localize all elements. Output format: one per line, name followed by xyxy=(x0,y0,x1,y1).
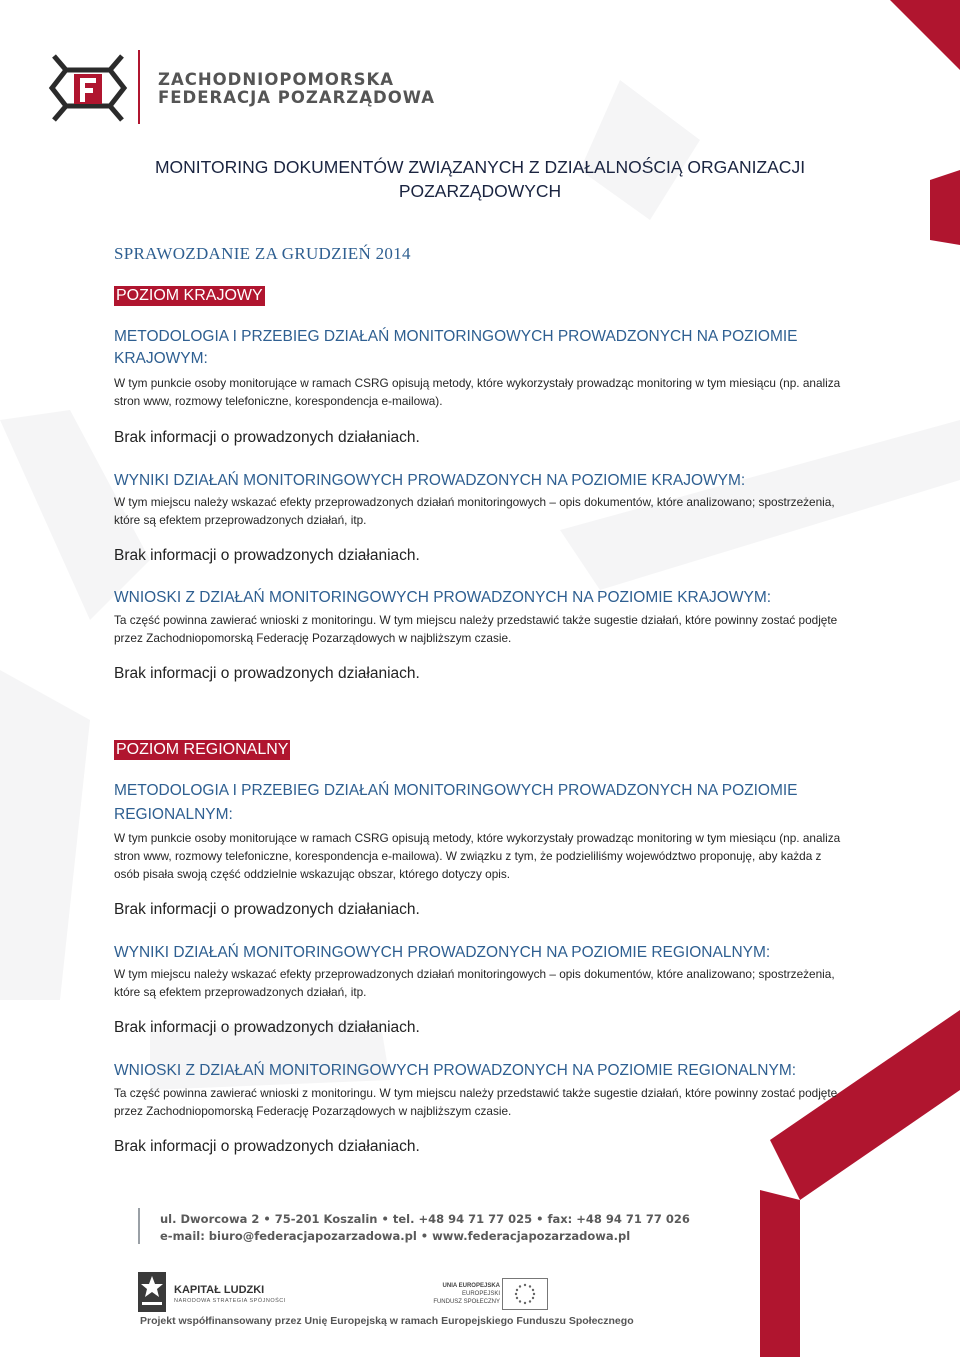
regional-results-info: Brak informacji o prowadzonych działaniach. xyxy=(114,1019,420,1036)
regional-method-heading-l2: REGIONALNYM: xyxy=(114,806,233,823)
eu-fund-label xyxy=(430,1282,500,1306)
national-results-desc-l2: które są efektem przeprowadzonych działań, itp. xyxy=(114,513,367,527)
eu-label-line2: EUROPEJSKI xyxy=(461,1291,500,1297)
national-conclusions-desc-l2: przez Zachodniopomorską Federację Pozarządowych w najbliższym czasie. xyxy=(114,631,512,645)
national-conclusions-info: Brak informacji o prowadzonych działaniach. xyxy=(114,665,420,682)
document-title-line2: POZARZĄDOWYCH xyxy=(398,181,562,201)
footer-address: ul. Dworcowa 2 • 75-201 Koszalin • tel. +48 94 71 77 025 • fax: +48 94 71 77 026 xyxy=(160,1212,690,1226)
project-funding-note: Projekt współfinansowany przez Unię Europejską w ramach Europejskiego Funduszu Społecznego xyxy=(140,1315,634,1327)
regional-method-desc-l1: W tym punkcie osoby monitorujące w ramach CSRG opisują metody, które wykorzystały prowadząc monitoring w tym miesiącu (np. analiza xyxy=(114,831,841,845)
document-title-line1: MONITORING DOKUMENTÓW ZWIĄZANYCH Z DZIAŁALNOŚCIĄ ORGANIZACJI xyxy=(154,157,806,177)
national-method-info: Brak informacji o prowadzonych działaniach. xyxy=(114,429,420,446)
national-conclusions-heading: WNIOSKI Z DZIAŁAŃ MONITORINGOWYCH PROWADZONYCH NA POZIOMIE KRAJOWYM: xyxy=(114,589,772,606)
regional-conclusions-heading: WNIOSKI Z DZIAŁAŃ MONITORINGOWYCH PROWADZONYCH NA POZIOMIE REGIONALNYM: xyxy=(114,1062,797,1079)
kapital-ludzki-subtitle: NARODOWA STRATEGIA SPÓJNOŚCI xyxy=(174,1298,286,1304)
regional-method-desc-l3: osób pisała swoją część oddzielnie wskazując obszar, którego dotyczy opis. xyxy=(114,867,511,881)
logo-divider xyxy=(138,50,140,124)
national-method-heading-l2: KRAJOWYM: xyxy=(114,350,208,367)
regional-method-desc-l2: stron www, rozmowy telefoniczne, korespondencja e-mailowa). W związku z tym, że podzieliliśmy województwo proponuję, aby każda z xyxy=(114,849,822,863)
footer-contact: e-mail: biuro@federacjapozarzadowa.pl • www.federacjapozarzadowa.pl xyxy=(160,1229,631,1243)
org-name-line1: ZACHODNIOPOMORSKA xyxy=(158,70,395,89)
kapital-ludzki-logo-icon xyxy=(138,1272,166,1312)
national-method-heading-l1: METODOLOGIA I PRZEBIEG DZIAŁAŃ MONITORINGOWYCH PROWADZONYCH NA POZIOMIE xyxy=(114,328,798,345)
national-conclusions-desc-l1: Ta część powinna zawierać wnioski z monitoringu. W tym miejscu należy przedstawić także sugestie działań, które powinny zostać podjęte xyxy=(114,613,838,627)
regional-results-desc-l1: W tym miejscu należy wskazać efekty przeprowadzonych działań monitoringowych – opis dokumentów, które analizowano; spostrzeżenia, xyxy=(114,967,835,981)
federation-logo-icon xyxy=(48,52,128,124)
org-name-line2: FEDERACJA POZARZĄDOWA xyxy=(158,88,435,107)
regional-conclusions-desc-l2: przez Zachodniopomorską Federację Pozarządowych w najbliższym czasie. xyxy=(114,1104,512,1118)
national-method-desc-l2: stron www, rozmowy telefoniczne, korespondencja e-mailowa). xyxy=(114,394,443,408)
kapital-ludzki-title: KAPITAŁ LUDZKI xyxy=(174,1284,265,1296)
national-results-desc-l1: W tym miejscu należy wskazać efekty przeprowadzonych działań monitoringowych – opis dokumentów, które analizowano; spostrzeżenia, xyxy=(114,495,835,509)
eu-label-line1: UNIA EUROPEJSKA xyxy=(442,1283,500,1289)
regional-method-info: Brak informacji o prowadzonych działaniach. xyxy=(114,901,420,918)
regional-results-heading: WYNIKI DZIAŁAŃ MONITORINGOWYCH PROWADZONYCH NA POZIOMIE REGIONALNYM: xyxy=(114,944,771,961)
footer-divider xyxy=(138,1208,140,1244)
regional-results-desc-l2: które są efektem przeprowadzonych działań, itp. xyxy=(114,985,367,999)
eu-label-line3: FUNDUSZ SPOŁECZNY xyxy=(433,1299,500,1305)
report-period-heading: SPRAWOZDANIE ZA GRUDZIEŃ 2014 xyxy=(114,244,411,263)
regional-conclusions-desc-l1: Ta część powinna zawierać wnioski z monitoringu. W tym miejscu należy przedstawić także sugestie działań, które powinny zostać podjęte xyxy=(114,1086,838,1100)
regional-level-badge: POZIOM REGIONALNY xyxy=(116,741,289,758)
eu-flag-icon xyxy=(502,1278,548,1310)
national-results-heading: WYNIKI DZIAŁAŃ MONITORINGOWYCH PROWADZONYCH NA POZIOMIE KRAJOWYM: xyxy=(114,472,746,489)
regional-conclusions-info: Brak informacji o prowadzonych działaniach. xyxy=(114,1138,420,1155)
national-level-badge: POZIOM KRAJOWY xyxy=(116,287,263,304)
national-results-info: Brak informacji o prowadzonych działaniach. xyxy=(114,547,420,564)
regional-method-heading-l1: METODOLOGIA I PRZEBIEG DZIAŁAŃ MONITORINGOWYCH PROWADZONYCH NA POZIOMIE xyxy=(114,782,798,799)
national-method-desc-l1: W tym punkcie osoby monitorujące w ramach CSRG opisują metody, które wykorzystały prowadząc monitoring w tym miesiącu (np. analiza xyxy=(114,376,841,390)
